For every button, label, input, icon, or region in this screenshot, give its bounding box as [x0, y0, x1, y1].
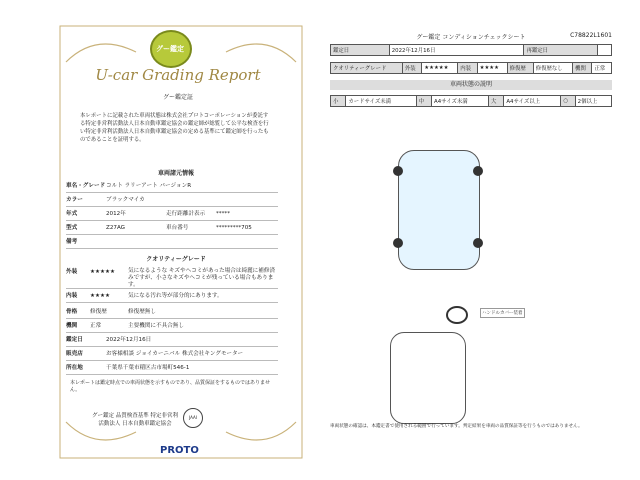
wheel-icon [393, 166, 403, 176]
model-label: 車名・グレード [66, 183, 106, 189]
date-label: 鑑定日 [66, 337, 83, 343]
ext-label: 外装 [402, 63, 421, 74]
size-large: 大 [489, 96, 504, 107]
row-interior [66, 290, 278, 303]
car-interior-diagram [390, 332, 466, 424]
row-date [66, 334, 278, 347]
size-mid-desc: A4サイズ未満 [432, 96, 489, 107]
reappraisal-label: 再鑑定日 [524, 45, 598, 56]
frame-label: 骨格 [66, 309, 78, 315]
exterior-stars: ★★★★★ [90, 269, 116, 275]
wheel-icon [473, 166, 483, 176]
size-large-desc: A4サイズ以上 [504, 96, 561, 107]
type-label: 型式 [66, 225, 78, 231]
row-dealer [66, 348, 278, 361]
color-label: カラー [66, 197, 83, 203]
address-label: 所在地 [66, 365, 83, 371]
wheel-icon [393, 238, 403, 248]
int-stars: ★★★★ [477, 63, 507, 74]
ext-stars: ★★★★★ [422, 63, 458, 74]
intro-text: 本レポートに記載された車両状態は株式会社プロトコーポレーションが委託する特定非営利活動法人日本自動車鑑定協会の鑑定師が総覧して公平な検査を行い特定非営利活動法人日本自動車鑑定協会の定める基準にて鑑定師を行ったものであることを証明する。 [80, 113, 269, 143]
exterior-text: 気になるような キズやヘコミがあった場合は綺麗に補修済みですが、小さなキズやヘコミが残っている場合もあります。 [128, 268, 276, 288]
certificate-note: 本レポートは鑑定時点での車両状態を示すものであり、品質保証をするものではありません。 [70, 380, 271, 393]
size-small-desc: カードサイズ未満 [346, 96, 416, 107]
row-exterior [66, 266, 278, 289]
row-mechanic [66, 320, 278, 333]
sheet-title: グー鑑定 コンディションチェックシート [416, 34, 526, 41]
mech-label2: 機関 [573, 63, 592, 74]
date-value: 2022年12月16日 [106, 337, 152, 343]
row-color [66, 194, 278, 207]
dealer-label: 販売店 [66, 351, 83, 357]
report-subtitle: グー鑑定証 [162, 94, 193, 101]
exterior-label: 外装 [66, 269, 78, 275]
size-legend [330, 95, 612, 107]
wheel-icon [473, 238, 483, 248]
address-value: 千葉県千葉市稲区古市場町546-1 [106, 365, 190, 371]
frame-value: 修復歴 [90, 309, 107, 315]
sheet-footer: 車両状態の確認は、本鑑定書で使用される範囲で行っています。判定結果を車両の品質保証等を行うものではありません。 [330, 424, 583, 429]
mech-value2: 正常 [592, 63, 612, 74]
row-address [66, 362, 278, 375]
remarks-label: 備考 [66, 239, 78, 245]
proto-logo: PROTO [160, 445, 199, 456]
model-value: コルト ラリーアート バージョンR [106, 183, 192, 189]
frame-text: 修復歴無し [128, 309, 156, 315]
car-top-diagram [398, 150, 480, 270]
mileage-label: 走行距離計表示 [166, 211, 206, 217]
frame-label2: 修復歴 [507, 63, 533, 74]
sheet-quality-table [330, 62, 612, 74]
interior-text: 気になる汚れ等が部分的にあります。 [128, 293, 223, 299]
row-frame [66, 306, 278, 319]
interior-stars: ★★★★ [90, 293, 111, 299]
row-type [66, 222, 278, 235]
sheet-id: C78822L1601 [570, 32, 612, 39]
mileage-value: ***** [216, 211, 230, 217]
report-title: U-car Grading Report [95, 66, 261, 84]
row-remarks [66, 236, 278, 249]
mechanic-value: 正常 [90, 323, 102, 329]
chassis-label: 車台番号 [166, 225, 189, 231]
quality-section-title: クオリティーグレード [146, 256, 206, 263]
jaai-seal-icon: JAAI [183, 408, 203, 428]
appraisal-date-value: 2022年12月16日 [389, 45, 524, 56]
chassis-value: *********705 [216, 225, 252, 231]
appraisal-date-label: 鑑定日 [331, 45, 390, 56]
size-small: 小 [331, 96, 346, 107]
year-value: 2012年 [106, 211, 126, 217]
quality-label: クオリティーグレード [331, 63, 403, 74]
row-model [66, 180, 278, 193]
interior-label: 内装 [66, 293, 78, 299]
steering-wheel-icon [446, 306, 468, 324]
badge-text: グー鑑定 [156, 45, 184, 53]
handle-cover-label: ハンドルカバー装着 [480, 308, 525, 318]
reappraisal-value [598, 45, 612, 56]
sheet-header-table [330, 44, 612, 56]
row-year [66, 208, 278, 221]
type-value: Z27AG [106, 225, 126, 231]
dealer-value: お客様相談 ジョイカーニバル 株式会社キングモーター [106, 351, 244, 357]
frame-value2: 修復歴なし [533, 63, 572, 74]
mechanic-label: 機関 [66, 323, 78, 329]
issuer-text: グー鑑定 品質検査基準 特定非営利活動法人 日本自動車鑑定協会 [92, 413, 178, 427]
year-label: 年式 [66, 211, 78, 217]
size-multi-icon: ○ [561, 96, 575, 107]
mechanic-text: 主要機関に不具合無し [128, 323, 184, 329]
color-value: ブラックマイカ [106, 197, 145, 203]
status-title: 車両状態の説明 [330, 80, 612, 90]
size-multi-desc: 2個以上 [575, 96, 611, 107]
int-label: 内装 [458, 63, 477, 74]
size-mid: 中 [416, 96, 431, 107]
vehicle-section-title: 車両諸元情報 [157, 170, 194, 177]
